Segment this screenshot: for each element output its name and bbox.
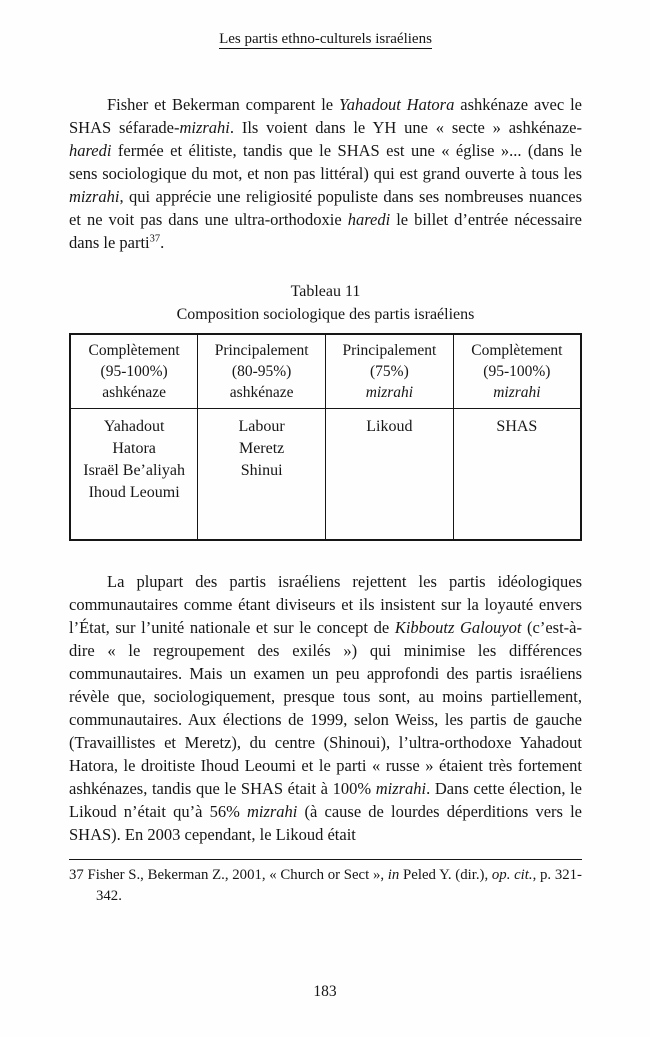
table-cell-col-1	[70, 409, 198, 541]
page-number: 183	[313, 983, 337, 1000]
header-line: Complètement	[88, 342, 180, 359]
table-header-col-4	[453, 334, 581, 409]
table-header-col-3	[326, 334, 454, 409]
header-line: Principalement	[342, 342, 437, 359]
paragraph-2: La plupart des partis israéliens rejettent les partis idéologiques communautaires comme étant diviseurs et ils insistent sur la loyauté envers l’État, sur l’unité nationale et sur le concept de Kibboutz Galouyot (c’est-à-dire « le regroupement des exilés ») qui minimise les différences communautaires. Mais un examen un peu approfondi des partis israéliens révèle que, sociologiquement, presque tous sont, au moins partiellement, communautaires. Aux élections de 1999, selon Weiss, les partis de gauche (Travaillistes et Meretz), du centre (Shinoui), l’ultra-orthodoxe Yahadout Hatora, le droitiste Ihoud Leoumi et le parti « russe » étaient très fortement ashkénazes, tandis que le SHAS était à 100% mizrahi. Dans cette élection, le Likoud n’était qu’à 56% mizrahi (à cause de lourdes déperditions vers le SHAS). En 2003 cependant, le Likoud était	[69, 572, 582, 844]
party-line: Ihoud Leoumi	[88, 484, 180, 501]
table-header-col-2	[198, 334, 326, 409]
party-line: Shinui	[240, 462, 283, 479]
header-line: Complètement	[471, 342, 563, 359]
header-line: Principalement	[214, 342, 309, 359]
header-line: (95-100%)	[100, 363, 168, 380]
header-line: (75%)	[370, 363, 409, 380]
header-line: (95-100%)	[483, 363, 551, 380]
party-line: Yahadout	[103, 418, 165, 435]
party-line: Hatora	[112, 440, 156, 457]
header-line: (80-95%)	[231, 363, 292, 380]
paragraph-1: Fisher et Bekerman comparent le Yahadout Hatora ashkénaze avec le SHAS séfarade-mizrahi. Ils voient dans le YH une « secte » ashkénaze-haredi fermée et élitiste, tandis que le SHAS est une « église »... (dans le sens sociologique du mot, et non pas littéral) qui est grand ouverte à tous les mizrahi, qui apprécie une religiosité populiste dans ses nombreuses nuances et ne voit pas dans une ultra-orthodoxie haredi le billet d’entrée nécessaire dans le parti$^{37}$.	[69, 95, 582, 252]
table-header-col-1	[70, 334, 198, 409]
party-line: Israël Be’aliyah	[83, 462, 185, 479]
header-line: mizrahi	[493, 384, 541, 401]
party-line: Meretz	[238, 440, 285, 457]
header-line: ashkénaze	[102, 384, 166, 401]
footnote-block	[69, 859, 582, 907]
party-line: SHAS	[496, 418, 538, 435]
table-caption-subtitle: Composition sociologique des partis israéliens	[176, 306, 475, 323]
running-head	[69, 30, 582, 49]
header-line: ashkénaze	[229, 384, 294, 401]
running-head-text: Les partis ethno-culturels israéliens	[219, 31, 432, 47]
footnote-37: 37 Fisher S., Bekerman Z., 2001, « Church or Sect », in Peled Y. (dir.), op. cit., p. 321-342.	[69, 867, 582, 904]
party-line: Labour	[238, 418, 285, 435]
table-caption-title: Tableau 11	[290, 283, 361, 300]
table-cell-col-2	[198, 409, 326, 541]
sociology-table	[69, 333, 582, 541]
table-caption	[69, 280, 582, 326]
table-header-row	[70, 334, 581, 409]
table-body-row	[70, 409, 581, 541]
party-line: Likoud	[366, 418, 413, 435]
header-line: mizrahi	[365, 384, 414, 401]
table-cell-col-4	[453, 409, 581, 541]
table-cell-col-3	[326, 409, 454, 541]
